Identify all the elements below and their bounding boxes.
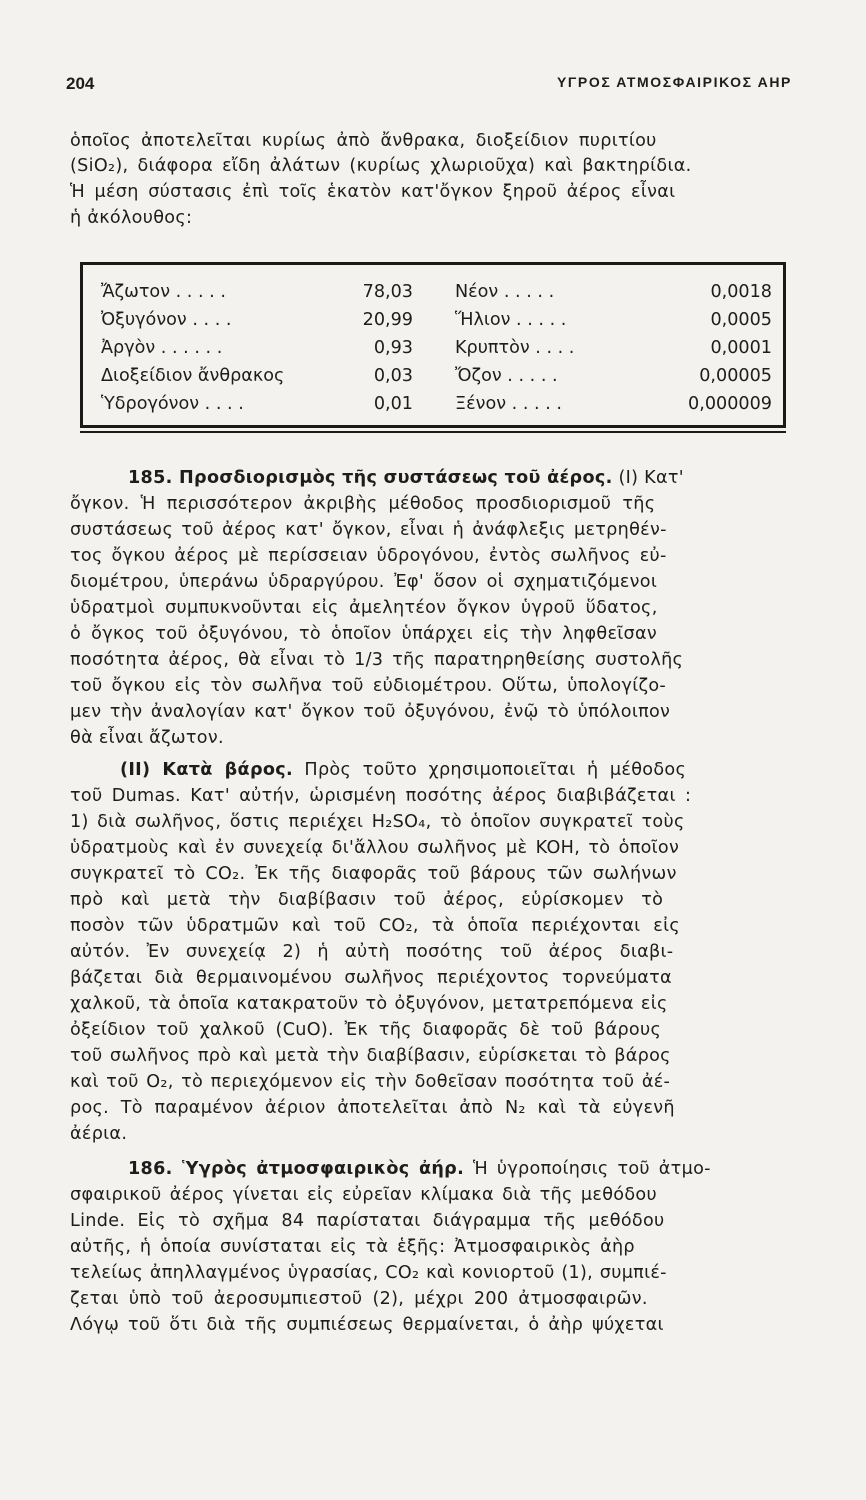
gas-percent: 0,0001	[710, 338, 772, 358]
gas-name: Ἥλιον . . . . .	[455, 310, 567, 330]
gas-name: Ἄζωτον . . . . .	[101, 282, 226, 302]
table-row	[83, 391, 789, 417]
gas-name: Ἀργὸν . . . . . .	[101, 338, 223, 358]
text-line: συστάσεως τοῦ ἀέρος κατ' ὄγκον, εἶναι ἡ ἀνάφλεξις μετρηθέν-	[70, 520, 667, 540]
text-line: τοῦ ὄγκου εἰς τὸν σωλῆνα τοῦ εὐδιομέτρου. Οὕτω, ὑπολογίζο-	[70, 676, 667, 696]
text-line: συγκρατεῖ τὸ CO₂. Ἐκ τῆς διαφορᾶς τοῦ βάρους τῶν σωλήνων	[70, 864, 677, 884]
gas-name: Νέον . . . . .	[455, 282, 555, 302]
text-line: θὰ εἶναι ἄζωτον.	[70, 728, 224, 748]
gas-percent: 0,01	[373, 394, 413, 414]
text-line: τοῦ Dumas. Κατ' αὐτήν, ὡρισμένη ποσότης ἀέρος διαβιβάζεται :	[70, 786, 692, 806]
gas-percent: 0,000009	[688, 394, 772, 414]
gas-percent: 0,93	[373, 338, 413, 358]
text-line	[128, 465, 796, 491]
gas-name: Ὀξυγόνον . . . .	[101, 310, 232, 330]
gas-name: Κρυπτὸν . . . .	[455, 338, 575, 358]
text-line: διομέτρου, ὑπεράνω ὑδραργύρου. Ἐφ' ὅσον οἱ σχηματιζόμενοι	[70, 572, 658, 592]
text-line: ζεται ὑπὸ τοῦ ἀεροσυμπιεστοῦ (2), μέχρι 200 ἀτμοσφαιρῶν.	[70, 1289, 648, 1309]
gas-name: Ὄζον . . . . .	[455, 366, 558, 386]
subsection-heading: (II) Κατὰ βάρος.	[120, 760, 293, 780]
text-line: αὐτόν. Ἐν συνεχείᾳ 2) ἡ αὐτὴ ποσότης τοῦ ἀέρος διαβι-	[70, 942, 674, 962]
text-line: ὑδρατμοὶ συμπυκνοῦνται εἰς ἀμελητέον ὄγκον ὑγροῦ ὕδατος,	[70, 598, 658, 618]
text-line	[128, 1156, 796, 1182]
text-line: ὁποῖος ἀποτελεῖται κυρίως ἀπὸ ἄνθρακα, διοξείδιον πυριτίου	[70, 131, 657, 151]
text-line: πρὸ καὶ μετὰ τὴν διαβίβασιν τοῦ ἀέρος, εὑρίσκομεν τὸ	[70, 890, 664, 910]
gas-percent: 78,03	[362, 282, 413, 302]
text-line: ποσὸν τῶν ὑδρατμῶν καὶ τοῦ CO₂, τὰ ὁποῖα περιέχονται εἰς	[70, 916, 680, 936]
text-line: ρος. Τὸ παραμένον ἀέριον ἀποτελεῖται ἀπὸ N₂ καὶ τὰ εὐγενῆ	[70, 1098, 675, 1118]
text-line: ὄγκον. Ἡ περισσότερον ἀκριβὴς μέθοδος προσδιορισμοῦ τῆς	[70, 494, 656, 514]
section-heading: 185. Προσδιορισμὸς τῆς συστάσεως τοῦ ἀέρος.	[128, 468, 613, 488]
text-line: βάζεται διὰ θερμαινομένου σωλῆνος περιέχοντος τορνεύματα	[70, 968, 672, 988]
text-run: (I) Κατ'	[612, 468, 684, 488]
text-line: Ἡ μέση σύστασις ἐπὶ τοῖς ἑκατὸν κατ'ὄγκον ξηροῦ ἀέρος εἶναι	[70, 182, 676, 202]
table-row	[83, 307, 789, 333]
text-line: τοῦ σωλῆνος πρὸ καὶ μετὰ τὴν διαβίβασιν, εὑρίσκεται τὸ βάρος	[70, 1046, 671, 1066]
gas-percent: 0,00005	[699, 366, 772, 386]
text-line: χαλκοῦ, τὰ ὁποῖα κατακρατοῦν τὸ ὀξυγόνον, μετατρεπόμενα εἰς	[70, 994, 668, 1014]
text-run: Πρὸς τοῦτο χρησιμοποιεῖται ἡ μέθοδος	[292, 760, 687, 780]
text-line: Linde. Εἰς τὸ σχῆμα 84 παρίσταται διάγραμμα τῆς μεθόδου	[70, 1211, 665, 1231]
text-line	[120, 757, 796, 783]
gas-percent: 0,0005	[710, 310, 772, 330]
text-line: ἡ ἀκόλουθος:	[70, 208, 193, 228]
page-header	[66, 74, 792, 104]
text-line: ὁ ὄγκος τοῦ ὀξυγόνου, τὸ ὁποῖον ὑπάρχει εἰς τὴν ληφθεῖσαν	[70, 624, 657, 644]
text-line: σφαιρικοῦ ἀέρος γίνεται εἰς εὐρεῖαν κλίμακα διὰ τῆς μεθόδου	[70, 1185, 657, 1205]
gas-name: Ξένον . . . . .	[455, 394, 562, 414]
gas-percent: 20,99	[362, 310, 413, 330]
text-line: αὐτῆς, ἡ ὁποία συνίσταται εἰς τὰ ἑξῆς: Ἀτμοσφαιρικὸς ἀὴρ	[70, 1237, 635, 1257]
gas-percent: 0,03	[373, 366, 413, 386]
text-line: ὀξείδιον τοῦ χαλκοῦ (CuO). Ἐκ τῆς διαφορᾶς δὲ τοῦ βάρους	[70, 1020, 662, 1040]
composition-table	[80, 262, 786, 428]
text-run: Ἡ ὑγροποίησις τοῦ ἀτμο-	[464, 1159, 711, 1179]
text-line: ὑδρατμοὺς καὶ ἐν συνεχείᾳ δι'ἄλλου σωλῆνος μὲ KOH, τὸ ὁποῖον	[70, 838, 680, 858]
text-line: καὶ τοῦ O₂, τὸ περιεχόμενον εἰς τὴν δοθεῖσαν ποσότητα τοῦ ἀέ-	[70, 1072, 671, 1092]
text-line: (SiO₂), διάφορα εἴδη ἀλάτων (κυρίως χλωριοῦχα) καὶ βακτηρίδια.	[70, 156, 692, 176]
text-line: ποσότητα ἀέρος, θὰ εἶναι τὸ 1/3 τῆς παρατηρηθείσης συστολῆς	[70, 650, 684, 670]
gas-name: Διοξείδιον ἄνθρακος	[101, 366, 285, 386]
text-line: Λόγῳ τοῦ ὅτι διὰ τῆς συμπιέσεως θερμαίνεται, ὁ ἀὴρ ψύχεται	[70, 1315, 664, 1335]
text-line: τελείως ἀπηλλαγμένος ὑγρασίας, CO₂ καὶ κονιορτοῦ (1), συμπιέ-	[70, 1263, 667, 1283]
table-row	[83, 335, 789, 361]
text-line: μεν τὴν ἀναλογίαν κατ' ὄγκον τοῦ ὀξυγόνου, ἐνῷ τὸ ὑπόλοιπον	[70, 702, 671, 722]
section-heading: 186. Ὑγρὸς ἀτμοσφαιρικὸς ἀήρ.	[128, 1159, 465, 1179]
text-line: ἀέρια.	[70, 1124, 128, 1144]
page-number: 204	[66, 74, 95, 93]
text-line: τος ὄγκου ἀέρος μὲ περίσσειαν ὑδρογόνου, ἐντὸς σωλῆνος εὐ-	[70, 546, 667, 566]
gas-name: Ὑδρογόνον . . . .	[101, 394, 244, 414]
gas-percent: 0,0018	[710, 282, 772, 302]
running-title: ΥΓΡΟΣ ΑΤΜΟΣΦΑΙΡΙΚΟΣ ΑΗΡ	[556, 74, 792, 90]
table-row	[83, 279, 789, 305]
table-row	[83, 363, 789, 389]
text-line: 1) διὰ σωλῆνος, ὅστις περιέχει H₂SO₄, τὸ ὁποῖον συγκρατεῖ τοὺς	[70, 812, 685, 832]
